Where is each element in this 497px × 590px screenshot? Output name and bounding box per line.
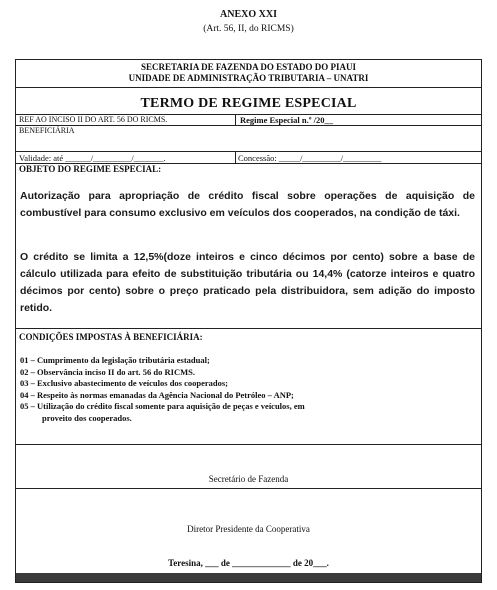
objeto-label: OBJETO DO REGIME ESPECIAL: <box>19 164 162 174</box>
form-title: TERMO DE REGIME ESPECIAL <box>140 96 357 111</box>
termo-form <box>15 59 482 583</box>
list-item: 01 – Cumprimento da legislação tributária estadual; <box>20 355 210 365</box>
secretario-signature-label: Secretário de Fazenda <box>208 474 289 484</box>
divider <box>16 87 481 88</box>
divider <box>16 125 481 126</box>
list-item: 03 – Exclusivo abastecimento de veículos dos cooperados; <box>20 378 229 388</box>
condicoes-label: CONDIÇÕES IMPOSTAS À BENEFICIÁRIA: <box>19 332 203 342</box>
objeto-paragraph-2: O crédito se limita a 12,5%(doze inteiros e cinco décimos por cento) sobre a base de cálculo utilizada para efeito de substituição tributária ou 14,4% (catorze inteiros e quatro décimos por cento) sobre o preço praticado pela distribuidora, sem adição do imposto retido. <box>20 251 475 314</box>
annex-title: ANEXO XXI <box>220 9 277 20</box>
divider <box>16 328 481 329</box>
list-item: 05 – Utilização do crédito fiscal somente para aquisição de peças e veículos, em <box>20 401 305 411</box>
objeto-paragraph-1: Autorização para apropriação de crédito fiscal sobre operações de aquisição de combustível para consumo exclusivo em veículos dos cooperados, na condição de táxi. <box>20 190 475 219</box>
beneficiaria-field[interactable]: BENEFICIÁRIA <box>19 126 75 135</box>
conditions-list <box>20 355 305 424</box>
concessao-field[interactable]: Concessão: _____/_________/_________ <box>238 153 382 163</box>
divider <box>16 444 481 445</box>
divider <box>16 488 481 489</box>
validade-field[interactable]: Validade: até ______/_________/_______. <box>19 153 166 163</box>
divider <box>235 151 236 163</box>
list-item: 04 – Respeito às normas emanadas da Agência Nacional do Petróleo – ANP; <box>20 389 294 400</box>
divider <box>16 151 481 152</box>
secretaria-heading: SECRETARIA DE FAZENDA DO ESTADO DO PIAUI <box>140 62 357 72</box>
bottom-bar <box>16 573 481 582</box>
diretor-signature-label: Diretor Presidente da Cooperativa <box>187 524 310 534</box>
list-item: proveito dos cooperados. <box>42 412 132 423</box>
annex-reference: (Art. 56, II, do RICMS) <box>203 24 294 34</box>
list-item: 02 – Observância inciso II do art. 56 do RICMS. <box>20 366 195 377</box>
unidade-heading: UNIDADE DE ADMINISTRAÇÃO TRIBUTARIA – UNATRI <box>128 73 369 83</box>
divider <box>235 114 236 125</box>
local-date-field[interactable]: Teresina, ___ de _____________ de 20___. <box>168 558 329 568</box>
regime-number-field[interactable]: Regime Especial n.º /20__ <box>240 115 333 125</box>
ref-label: REF AO INCISO II DO ART. 56 DO RICMS. <box>19 115 168 124</box>
